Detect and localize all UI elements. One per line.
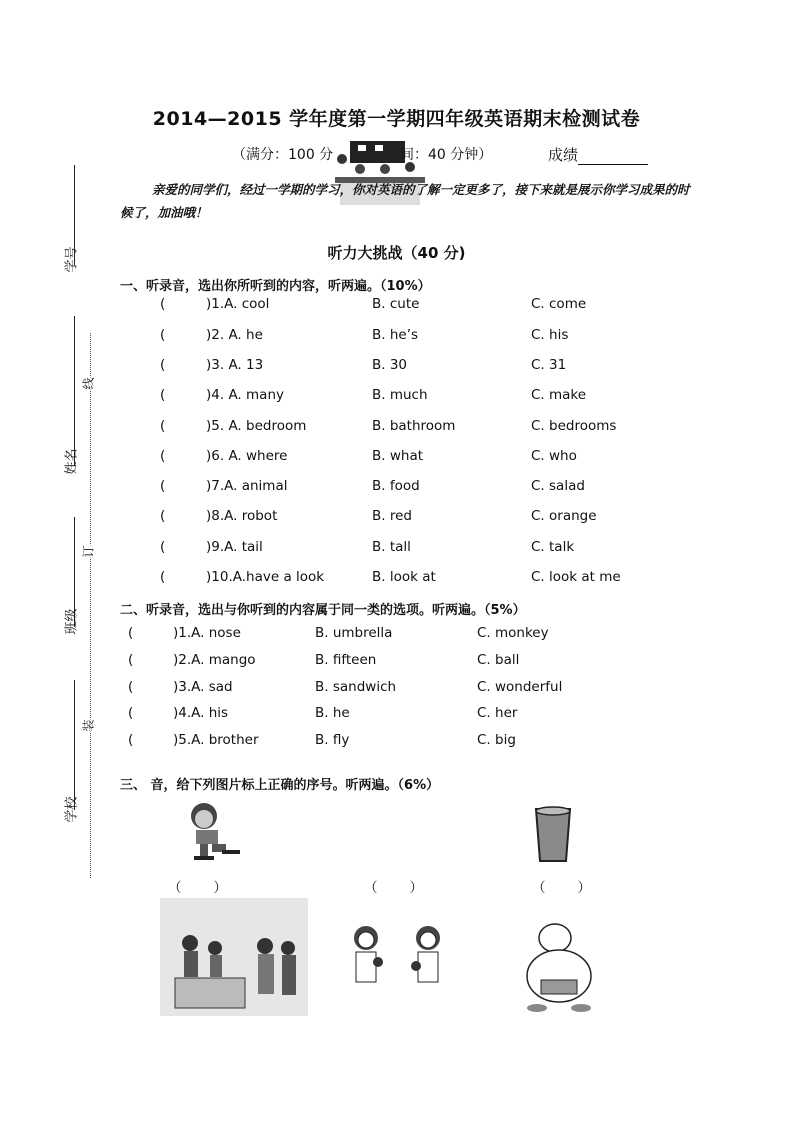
binding-dotted-line bbox=[90, 333, 91, 878]
option-b: B. tall bbox=[372, 539, 411, 555]
option-c: C. talk bbox=[531, 539, 575, 555]
pic1-answer[interactable] bbox=[168, 876, 227, 896]
answer-paren[interactable]: ( bbox=[160, 357, 166, 373]
binding-char-zhuang: 装 bbox=[81, 719, 96, 732]
option-c: C. look at me bbox=[531, 569, 621, 585]
option-c: C. come bbox=[531, 296, 587, 312]
option-c: C. who bbox=[531, 448, 577, 464]
option-b: B. cute bbox=[372, 296, 420, 312]
part3-heading: 三、 音，给下列图片标上正确的序号。听两遍。（6%） bbox=[120, 778, 440, 793]
school-line bbox=[74, 680, 75, 810]
answer-paren[interactable]: ( bbox=[160, 387, 166, 403]
answer-paren[interactable]: ( bbox=[160, 296, 166, 312]
part1-heading: 一、听录音，选出你所听到的内容，听两遍。（10%） bbox=[120, 279, 431, 294]
option-c: C. bedrooms bbox=[531, 418, 617, 434]
option-c: C. 31 bbox=[531, 357, 567, 373]
paren-close: ） bbox=[213, 880, 227, 896]
school-label: 学校 bbox=[64, 796, 80, 823]
name-label: 姓名 bbox=[64, 448, 80, 475]
option-a: )6. A. where bbox=[206, 448, 288, 464]
option-c: C. wonderful bbox=[477, 679, 563, 695]
option-b: B. fly bbox=[315, 732, 350, 748]
score-field bbox=[548, 144, 648, 165]
full-marks: （满分：100 分 bbox=[232, 147, 334, 163]
listening-section-title: 听力大挑战（40 分) bbox=[327, 244, 466, 262]
option-b: B. red bbox=[372, 508, 412, 524]
option-a: )2. A. he bbox=[206, 327, 263, 343]
option-c: C. salad bbox=[531, 478, 585, 494]
binding-char-xian: 线 bbox=[81, 377, 96, 390]
option-b: B. he’s bbox=[372, 327, 419, 343]
skating-boy-picture bbox=[180, 800, 242, 866]
time-limit: 间：40 分钟） bbox=[400, 147, 493, 163]
fat-character-picture bbox=[515, 918, 603, 1014]
score-label: 成绩 bbox=[548, 146, 579, 164]
score-blank[interactable] bbox=[578, 150, 648, 165]
answer-paren[interactable]: ( bbox=[128, 625, 134, 641]
binding-char-ding: 订 bbox=[81, 545, 96, 558]
option-a: )5.A. brother bbox=[173, 732, 259, 748]
pic3-answer[interactable] bbox=[532, 876, 591, 896]
paren-close: ） bbox=[409, 880, 423, 896]
answer-paren[interactable]: ( bbox=[160, 539, 166, 555]
pic2-answer[interactable] bbox=[364, 876, 423, 896]
option-c: C. monkey bbox=[477, 625, 549, 641]
option-c: C. big bbox=[477, 732, 516, 748]
answer-paren[interactable]: ( bbox=[128, 705, 134, 721]
option-a: )8.A. robot bbox=[206, 508, 278, 524]
option-c: C. his bbox=[531, 327, 569, 343]
option-c: C. her bbox=[477, 705, 518, 721]
exam-title: 2014—2015 学年度第一学期四年级英语期末检测试卷 bbox=[152, 108, 641, 130]
juice-glass-picture bbox=[532, 803, 574, 865]
answer-paren[interactable]: ( bbox=[160, 327, 166, 343]
option-a: )2.A. mango bbox=[173, 652, 256, 668]
answer-paren[interactable]: ( bbox=[160, 418, 166, 434]
option-b: B. much bbox=[372, 387, 428, 403]
answer-paren[interactable]: ( bbox=[128, 732, 134, 748]
option-c: C. orange bbox=[531, 508, 597, 524]
part2-heading: 二、听录音，选出与你听到的内容属于同一类的选项。听两遍。（5%） bbox=[120, 603, 526, 618]
paren-open: （ bbox=[364, 880, 378, 896]
paren-open: （ bbox=[168, 880, 182, 896]
answer-paren[interactable]: ( bbox=[128, 652, 134, 668]
option-a: )1.A. nose bbox=[173, 625, 241, 641]
option-a: )9.A. tail bbox=[206, 539, 263, 555]
option-b: B. look at bbox=[372, 569, 436, 585]
answer-paren[interactable]: ( bbox=[160, 569, 166, 585]
intro-text: 亲爱的同学们，经过一学期的学习，你对英语的了解一定更多了，接下来就是展示你学习成果的时候了，加油哦！ bbox=[120, 182, 690, 220]
two-girls-picture bbox=[346, 922, 450, 992]
option-a: )3.A. sad bbox=[173, 679, 233, 695]
option-b: B. what bbox=[372, 448, 424, 464]
option-a: )5. A. bedroom bbox=[206, 418, 307, 434]
option-a: )7.A. animal bbox=[206, 478, 288, 494]
option-b: B. 30 bbox=[372, 357, 408, 373]
paren-close: ） bbox=[577, 880, 591, 896]
answer-paren[interactable]: ( bbox=[160, 508, 166, 524]
answer-paren[interactable]: ( bbox=[160, 478, 166, 494]
class-label: 班级 bbox=[64, 608, 80, 635]
option-c: C. make bbox=[531, 387, 587, 403]
option-b: B. umbrella bbox=[315, 625, 393, 641]
answer-paren[interactable]: ( bbox=[160, 448, 166, 464]
option-a: )1.A. cool bbox=[206, 296, 270, 312]
answer-paren[interactable]: ( bbox=[128, 679, 134, 695]
option-a: )10.A.have a look bbox=[206, 569, 325, 585]
option-a: )3. A. 13 bbox=[206, 357, 264, 373]
name-line bbox=[74, 316, 75, 466]
option-a: )4. A. many bbox=[206, 387, 284, 403]
shop-scene-picture bbox=[160, 898, 308, 1016]
option-b: B. bathroom bbox=[372, 418, 456, 434]
paren-open: （ bbox=[532, 880, 546, 896]
option-c: C. ball bbox=[477, 652, 520, 668]
option-b: B. he bbox=[315, 705, 350, 721]
option-b: B. fifteen bbox=[315, 652, 377, 668]
option-a: )4.A. his bbox=[173, 705, 229, 721]
student-id-label: 学号 bbox=[64, 246, 80, 273]
option-b: B. food bbox=[372, 478, 420, 494]
option-b: B. sandwich bbox=[315, 679, 397, 695]
